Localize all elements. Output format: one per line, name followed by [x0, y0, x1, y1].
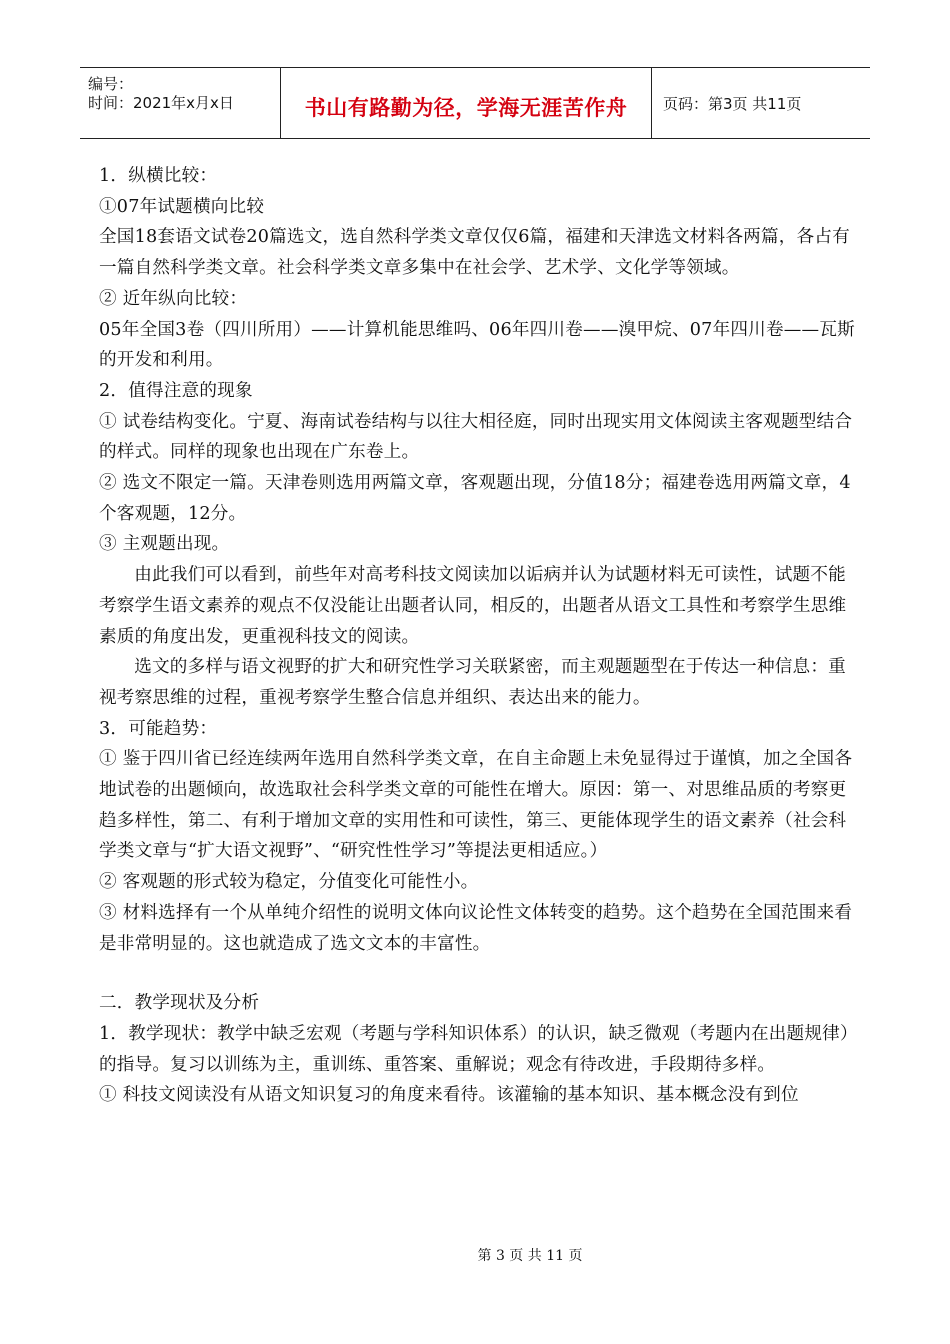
list-item: ③ 主观题出现。	[99, 534, 230, 555]
header-motto: 书山有路勤为径，学海无涯苦作舟	[304, 96, 628, 120]
list-item: ③ 材料选择有一个从单纯介绍性的说明文体向议论性文体转变的趋势。这个趋势在全国范围来看是非常明显的。这也就造成了选文文本的丰富性。	[99, 902, 853, 954]
body-paragraph: 选文的多样与语文视野的扩大和研究性学习关联紧密，而主观题题型在于传达一种信息：重视考察思维的过程，重视考察学生整合信息并组织、表达出来的能力。	[99, 657, 846, 708]
section-heading: 1．纵横比较：	[99, 166, 218, 186]
header-right-cell	[651, 68, 870, 138]
document-number-label: 编号：	[88, 75, 134, 93]
section-heading: 2．值得注意的现象	[99, 380, 253, 401]
paragraph-gap	[99, 959, 859, 988]
body-paragraph: 全国18套语文试卷20篇选文，选自然科学类文章仅仅6篇，福建和天津选文材料各两篇，各占有一篇自然科学类文章。社会科学类文章多集中在社会学、艺术学、文化学等领域。	[99, 227, 850, 279]
header-page-number: 页码：第3页 共11页	[663, 95, 802, 113]
list-item: ① 鉴于四川省已经连续两年选用自然科学类文章，在自主命题上未免显得过于谨慎，加之全国各地试卷的出题倾向，故选取社会科学类文章的可能性在增大。原因：第一、对思维品质的考察更趋多样性，第二、有利于增加文章的实用性和可读性，第三、更能体现学生的语文素养（社会科学类文章与“扩大语文视野”、“研究性性学习”等提法更相适应。）	[99, 749, 853, 862]
list-item: ① 试卷结构变化。宁夏、海南试卷结构与以往大相径庭，同时出现实用文体阅读主客观题型结合的样式。同样的现象也出现在广东卷上。	[99, 411, 853, 463]
document-date-label: 时间：2021年x月x日	[88, 94, 234, 112]
list-item: ① 科技文阅读没有从语文知识复习的角度来看待。该灌输的基本知识、基本概念没有到位	[99, 1085, 799, 1106]
page-footer: 第 3 页 共 11 页	[477, 1248, 583, 1264]
header-left-cell	[80, 68, 280, 138]
body-paragraph: 1．教学现状：教学中缺乏宏观（考题与学科知识体系）的认识，缺乏微观（考题内在出题规律）的指导。复习以训练为主，重训练、重答案、重解说；观念有待改进，手段期待多样。	[99, 1023, 858, 1075]
page-header	[80, 67, 870, 139]
list-item: ② 选文不限定一篇。天津卷则选用两篇文章，客观题出现，分值18分；福建卷选用两篇文章，4个客观题，12分。	[99, 473, 851, 524]
chapter-heading: 二．教学现状及分析	[99, 993, 260, 1014]
list-item: ② 客观题的形式较为稳定，分值变化可能性小。	[99, 872, 479, 893]
subsection-heading: ①07年试题横向比较	[99, 196, 265, 217]
header-motto-cell	[280, 68, 652, 138]
document-body	[99, 161, 859, 1111]
body-paragraph: 05年全国3卷（四川所用）——计算机能思维吗、06年四川卷——溴甲烷、07年四川卷——瓦斯的开发和利用。	[99, 319, 855, 371]
section-heading: 3．可能趋势：	[99, 718, 218, 739]
subsection-heading: ② 近年纵向比较：	[99, 288, 248, 309]
body-paragraph: 由此我们可以看到，前些年对高考科技文阅读加以诟病并认为试题材料无可读性，试题不能考察学生语文素养的观点不仅没能让出题者认同，相反的，出题者从语文工具性和考察学生思维素质的角度出发，更重视科技文的阅读。	[99, 565, 847, 647]
